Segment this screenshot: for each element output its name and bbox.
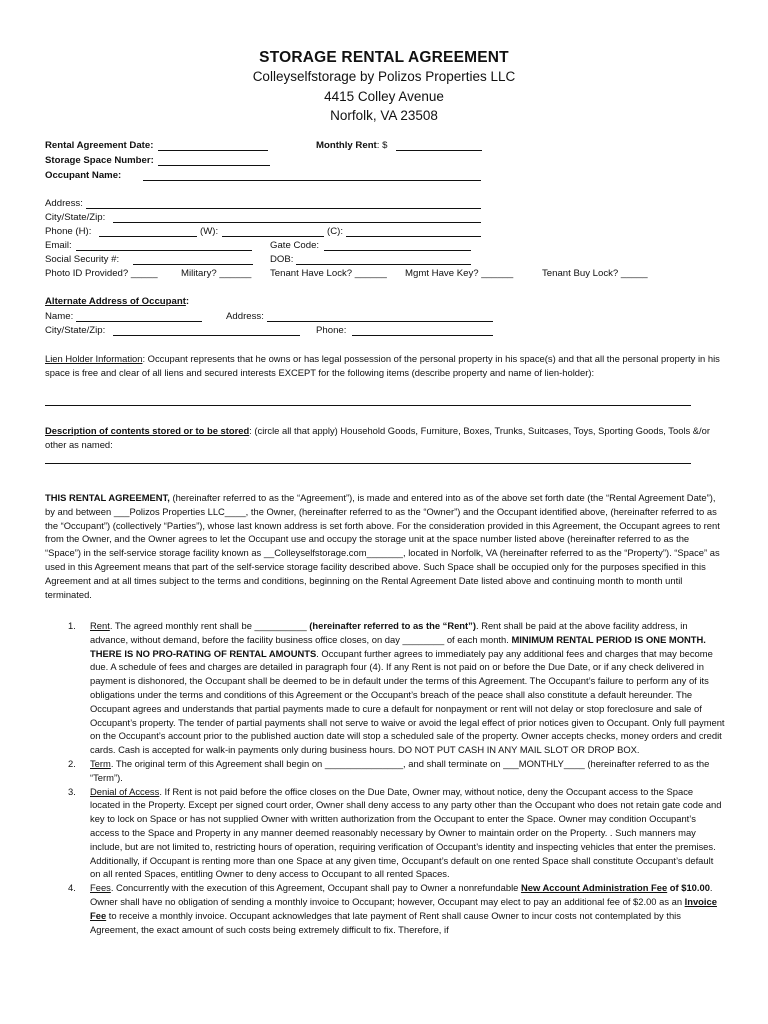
clause-title: Fees bbox=[90, 882, 111, 894]
company-street: 4415 Colley Avenue bbox=[324, 89, 444, 104]
alt-phone-label: Phone: bbox=[316, 325, 347, 336]
contents-line[interactable] bbox=[45, 463, 691, 464]
military-question[interactable]: Military? ______ bbox=[181, 268, 252, 279]
clause-text: . The agreed monthly rent shall be __________ bbox=[109, 620, 310, 631]
lien-holder-line[interactable] bbox=[45, 405, 691, 406]
ssn-field[interactable] bbox=[133, 254, 253, 265]
mgmt-key-question[interactable]: Mgmt Have Key? ______ bbox=[405, 268, 514, 279]
ssn-label: Social Security #: bbox=[45, 254, 120, 265]
monthly-rent-colon: : $ bbox=[376, 140, 388, 151]
gate-code-field[interactable] bbox=[324, 240, 471, 251]
phone-home-label: Phone (H): bbox=[45, 226, 92, 237]
clause-bold-text: MINIMUM RENTAL PERIOD IS ONE MONTH. THERE IS NO PRO-RATING OF RENTAL AMOUNTS bbox=[90, 633, 706, 659]
alt-address-label: Address: bbox=[226, 311, 264, 322]
alt-address-field[interactable] bbox=[267, 311, 493, 322]
term-monthly-fill: ___MONTHLY____ bbox=[503, 757, 585, 769]
clause-text: to receive a monthly invoice. Occupant acknowledges that late payment of Rent shall cause Owner to incur costs not contemplated by this Agreement, the exact amount of such costs being extremely difficult to fix. Therefore, if bbox=[90, 909, 681, 935]
lien-holder-text: : Occupant represents that he owns or has legal possession of the personal property in his space(s) and that all the personal property in his space is free and clear of all liens and secured interests EXCEPT for the following items (describe property and name of lien-holder): bbox=[45, 353, 720, 378]
clause-bold-text: (hereinafter referred to as the “Rent”) bbox=[309, 620, 476, 631]
clause-number: 1. bbox=[68, 620, 76, 631]
alt-name-label: Name: bbox=[45, 311, 74, 322]
clause-denial-of-access bbox=[45, 785, 725, 882]
clause-title: Denial of Access bbox=[90, 785, 160, 797]
alternate-address-heading bbox=[45, 296, 189, 308]
rental-date-label: Rental Agreement Date: bbox=[45, 140, 154, 151]
clauses-list bbox=[45, 619, 725, 936]
clause-bold-text: Invoice Fee bbox=[90, 895, 717, 921]
space-number-label: Storage Space Number: bbox=[45, 155, 154, 166]
intro-lead: THIS RENTAL AGREEMENT, bbox=[45, 492, 170, 503]
phone-work-field[interactable] bbox=[222, 226, 324, 237]
clause-text: (hereinafter referred to as the “Term”). bbox=[90, 757, 710, 783]
alt-name-field[interactable] bbox=[76, 311, 202, 322]
clause-term bbox=[45, 757, 725, 785]
clause-title: Rent bbox=[90, 620, 110, 631]
alt-city-field[interactable] bbox=[113, 325, 300, 336]
clause-number: 2. bbox=[68, 757, 76, 769]
occupant-name-label: Occupant Name: bbox=[45, 170, 122, 181]
agreement-intro-paragraph bbox=[45, 491, 725, 601]
intro-text-1: (hereinafter referred to as the “Agreement”), is made and entered into as of the above set forth date (the “Rental Agreement Date”), by and between bbox=[45, 492, 716, 517]
monthly-rent-label bbox=[316, 140, 387, 152]
lien-holder-paragraph bbox=[45, 352, 725, 380]
alternate-address-colon: : bbox=[185, 296, 190, 307]
email-label: Email: bbox=[45, 240, 72, 251]
alternate-address-heading-text: Alternate Address of Occupant bbox=[45, 296, 186, 307]
clause-text: . Concurrently with the execution of this Agreement, Occupant shall pay to Owner a nonrefundable bbox=[110, 882, 521, 894]
contents-text: : (circle all that apply) Household Goods, Furniture, Boxes, Trunks, Suitcases, Toys, Sporting Goods, Tools &/or other as named: bbox=[45, 425, 710, 450]
phone-cell-field[interactable] bbox=[346, 226, 481, 237]
owner-name-fill: ___Polizos Properties LLC____ bbox=[113, 505, 246, 517]
dob-field[interactable] bbox=[296, 254, 471, 265]
company-city: Norfolk, VA 23508 bbox=[330, 108, 438, 123]
photo-id-question[interactable]: Photo ID Provided? _____ bbox=[45, 268, 158, 279]
clause-bold-text: New Account Administration Fee bbox=[520, 882, 668, 894]
city-state-zip-field[interactable] bbox=[113, 212, 481, 223]
clause-number: 4. bbox=[68, 882, 76, 894]
phone-cell-label: (C): bbox=[327, 226, 343, 237]
clause-text: . Rent shall be paid at the above facility address, in advance, without demand, before the facility business office closes, on day ________ of each month. bbox=[90, 620, 688, 645]
clause-text: . Owner shall have no obligation of sending a monthly invoice to Occupant; however, Occupant may elect to pay an additional fee of $2.00 as an bbox=[90, 882, 713, 907]
address-label: Address: bbox=[45, 198, 83, 209]
email-field[interactable] bbox=[76, 240, 252, 251]
alt-phone-field[interactable] bbox=[352, 325, 493, 336]
clause-bold-text: of $10.00 bbox=[667, 882, 710, 894]
clause-text: . If Rent is not paid before the office closes on the Due Date, Owner may, without notice, deny the Occupant access to the Space located in the Property. Except per signed court order, Owner shall deny access to any party other than the Occupant who does not retain gate code and key to lock on Space or has not supplied Owner with written authorization from the Occupant to enter the Space. Owner may condition Occupant’s access to the Space and Property in any manner deemed reasonably necessary by Owner to maintain order on the Property. . Such manners may include, but are not limited to, restricting hours of operation, requiring verification of Occupant’s identity and inspecting vehicles that enter the premises. Additionally, if Occupant is renting more than one Space at any given time, Occupant’s default on one rented Space shall constitute Occupant’s default on all rented Spaces, entitling Owner to deny access to Occupant to all rented Spaces. bbox=[90, 785, 722, 880]
space-number-field[interactable] bbox=[158, 155, 270, 166]
document-title: STORAGE RENTAL AGREEMENT bbox=[259, 49, 509, 66]
clause-text: . Occupant further agrees to immediately pay any additional fees and charges that may become due. A schedule of fees and charges are detailed in paragraph four (4). If any Rent is not paid on or before the Due Date, or if any check delivered in payment is dishonored, the Occupant shall be deemed to be in default under the terms of this Agreement. The Occupant’s failure to perform any of its obligations under the terms and conditions of this Agreement or the Occupant’s breach of the peace shall also constitute a default hereunder. The Occupant agrees and understands that partial payments made to cure a default for nonpayment or rent will not delay or stop foreclosure and sale of Occupant’s property. The tender of partial payments shall not serve to waive or avoid the legal effect of prior notices given to Occupant. Only full payment on the Occupant’s account prior to the published auction date will stop a scheduled sale of the property. Owner accepts checks, money orders and credit cards. Cash is accepted for walk-in payments only during business hours. DO NOT PUT CASH IN ANY MAIL SLOT OR DROP BOX. bbox=[90, 647, 725, 756]
lien-holder-heading: Lien Holder Information bbox=[45, 353, 143, 364]
contents-heading: Description of contents stored or to be stored bbox=[45, 425, 250, 436]
clause-number: 3. bbox=[68, 785, 76, 797]
phone-work-label: (W): bbox=[200, 226, 219, 237]
tenant-lock-question[interactable]: Tenant Have Lock? ______ bbox=[270, 268, 387, 279]
clause-text: . The original term of this Agreement shall begin on _______________, and shall terminate on bbox=[110, 757, 504, 769]
monthly-rent-field[interactable] bbox=[396, 140, 482, 151]
facility-name-fill: __Colleyselfstorage.com_______ bbox=[263, 547, 403, 559]
city-state-zip-label: City/State/Zip: bbox=[45, 212, 106, 223]
intro-text-2: , the Owner, (hereinafter referred to as the “Owner”) and the Occupant identified above, (hereinafter referred to as the “Occupant”) (collectively “Parties”), whose last known address is set forth above. For the consideration provided in this Agreement, the Occupant agrees to rent from the Owner, and the Owner agrees to let the Occupant use and occupy the storage unit at the space number listed above (hereinafter referred to as the “Space”) in the self-service storage facility known as bbox=[45, 505, 720, 559]
buy-lock-question[interactable]: Tenant Buy Lock? _____ bbox=[542, 268, 648, 279]
gate-code-label: Gate Code: bbox=[270, 240, 320, 251]
intro-text-3: , located in Norfolk, VA (hereinafter referred to as the “Property”). “Space” as used in this Agreement means that part of the self-service storage facility described above. Such Space shall be occupied only for the purposes specified in this Agreement and at all times subject to the terms and conditions, beginning on the Rental Agreement Date listed above and continuing month to month until terminated. bbox=[45, 547, 720, 600]
address-field[interactable] bbox=[86, 198, 481, 209]
monthly-rent-label-text: Monthly Rent bbox=[316, 140, 377, 151]
clause-rent bbox=[45, 619, 725, 757]
clause-fees bbox=[45, 881, 725, 936]
contents-paragraph bbox=[45, 424, 725, 452]
occupant-name-field[interactable] bbox=[143, 170, 481, 181]
clause-title: Term bbox=[90, 757, 111, 769]
alt-city-label: City/State/Zip: bbox=[45, 325, 106, 336]
phone-home-field[interactable] bbox=[99, 226, 197, 237]
rental-date-field[interactable] bbox=[158, 140, 268, 151]
dob-label: DOB: bbox=[270, 254, 294, 265]
company-name: Colleyselfstorage by Polizos Properties LLC bbox=[252, 69, 516, 84]
